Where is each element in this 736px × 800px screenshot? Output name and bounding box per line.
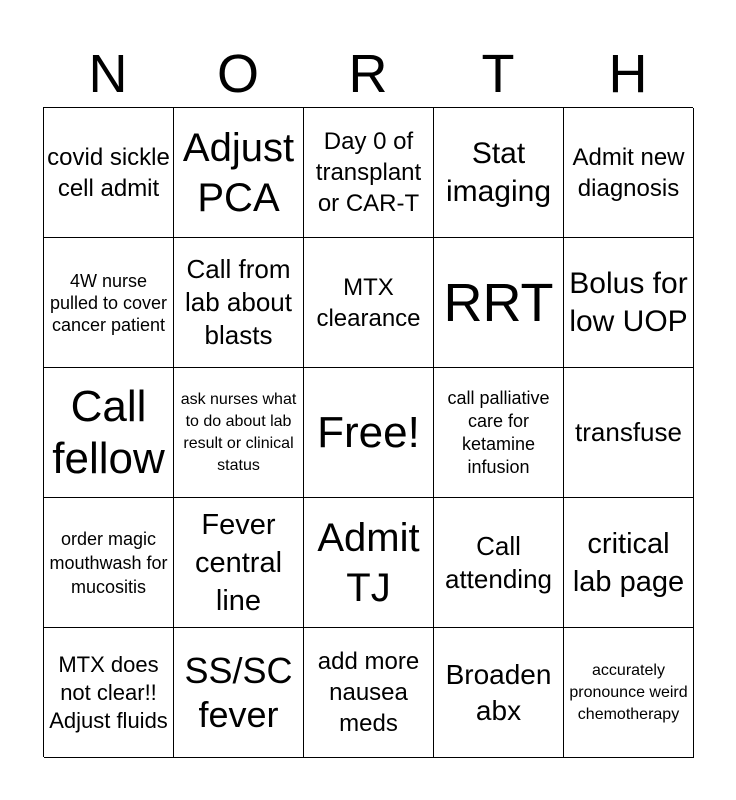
bingo-cell[interactable] [304,238,434,368]
bingo-cell[interactable] [304,108,434,238]
cell-text: accurately pronounce weird chemotherapy [569,661,688,723]
cell-text: Admit new diagnosis [572,143,685,202]
bingo-cell[interactable] [434,108,564,238]
bingo-cell[interactable] [44,498,174,628]
header-letter-t: T [481,44,515,104]
cell-text: Call fellow [52,381,165,483]
bingo-cell[interactable] [434,368,564,498]
header-letter-n: N [88,44,128,104]
cell-text: Day 0 of transplant or CAR-T [315,128,422,217]
bingo-cell[interactable] [44,238,174,368]
bingo-grid [43,107,693,757]
cell-text: Bolus for low UOP [569,266,688,338]
cell-text: Free! [317,407,420,457]
bingo-cell[interactable] [174,368,304,498]
cell-text: Admit TJ [317,515,420,610]
cell-text: ask nurses what to do about lab result or clinical status [180,390,297,474]
bingo-cell[interactable] [564,628,694,758]
cell-text: Stat imaging [445,136,552,208]
bingo-cell[interactable] [174,238,304,368]
cell-text: Broaden abx [445,658,552,726]
cell-text: transfuse [575,417,682,447]
bingo-cell[interactable] [434,628,564,758]
cell-text: Call attending [445,530,552,594]
bingo-cell[interactable] [564,238,694,368]
bingo-cell[interactable] [44,368,174,498]
cell-text: call palliative care for ketamine infusion [447,387,550,477]
bingo-cell[interactable] [564,108,694,238]
cell-text: Adjust PCA [182,125,295,220]
bingo-cell[interactable] [174,498,304,628]
bingo-cell[interactable] [44,628,174,758]
bingo-cell[interactable] [304,498,434,628]
cell-text: add more nausea meds [317,648,420,737]
bingo-cell[interactable] [434,498,564,628]
bingo-free-space[interactable] [304,368,434,498]
bingo-cell[interactable] [174,628,304,758]
cell-text: 4W nurse pulled to cover cancer patient [49,270,168,335]
cell-text: Call from lab about blasts [185,254,292,350]
bingo-cell[interactable] [304,628,434,758]
cell-text: MTX clearance [316,273,421,332]
cell-text: MTX does not clear!! Adjust fluids [49,651,168,733]
header-letter-o: O [216,44,259,104]
bingo-cell[interactable] [564,498,694,628]
bingo-cell[interactable] [564,368,694,498]
bingo-cell[interactable] [44,108,174,238]
cell-text: covid sickle cell admit [47,143,170,202]
header-letter-h: H [608,44,648,104]
cell-text: RRT [443,272,554,333]
bingo-cell[interactable] [434,238,564,368]
header-letter-r: R [348,44,388,104]
bingo-header [43,42,693,106]
cell-text: SS/SC fever [184,649,293,735]
cell-text: critical lab page [572,527,685,598]
cell-text: order magic mouthwash for mucositis [49,528,168,597]
cell-text: Fever central line [194,508,283,617]
bingo-cell[interactable] [174,108,304,238]
